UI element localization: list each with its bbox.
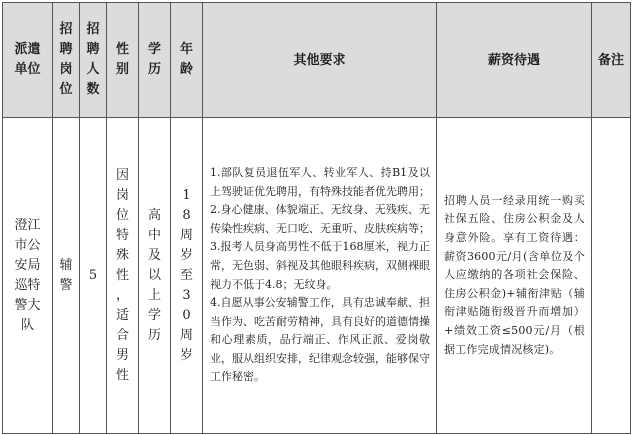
cell-age [171, 118, 203, 434]
header-age-label: 年龄 [179, 42, 193, 77]
unit-value: 澄江市公安局巡特警大队 [14, 217, 41, 333]
position-value: 辅警 [59, 257, 73, 293]
header-unit [3, 3, 53, 118]
cell-gender [107, 118, 139, 434]
gender-value: 因岗位特殊性，适合男性 [115, 167, 129, 383]
header-position [53, 3, 80, 118]
header-age [171, 3, 203, 118]
requirement-item: 1.部队复员退伍军人、转业军人、持B1及以上驾驶证优先聘用，有特殊技能者优先聘用； [210, 165, 430, 198]
cell-position [53, 118, 80, 434]
cell-unit [3, 118, 53, 434]
requirement-item: 3.报考人员身高男性不低于168厘米，视力正常，无色弱、斜视及其他眼科疾病，双侧裸眼视力不低于4.8；无纹身。 [210, 240, 430, 291]
cell-count [80, 118, 107, 434]
header-education-label: 学历 [147, 42, 161, 77]
header-gender-label: 性别 [115, 42, 129, 77]
header-requirements-label: 其他要求 [293, 52, 346, 68]
requirement-item: 4.自愿从事公安辅警工作，具有忠诚奉献、担当作为、吃苦耐劳精神，具有良好的道德情操和心理素质，品行端正、作风正派、爱岗敬业，服从组织安排，纪律观念较强，能够保守工作秘密。 [210, 296, 430, 384]
header-remarks [592, 3, 631, 118]
salary-value: 招聘人员一经录用统一购买社保五险、住房公积金及人身意外险。享有工资待遇：薪资3600元/月(含单位及个人应缴纳的各项社会保险、住房公积金)+辅衔津贴（辅衔津贴随衔级晋升而增加）+绩效工资≤500元/月（根据工作完成情况核定)。 [444, 193, 585, 356]
count-value: 5 [88, 267, 98, 283]
cell-remarks [592, 118, 631, 434]
requirement-item: 2.身心健康、体貌端正、无纹身、无残疾、无传染性疾病、无口吃、无重听、皮肤疾病等； [210, 203, 430, 235]
table-row [3, 118, 631, 434]
table-body [3, 118, 631, 434]
header-salary-label: 薪资待遇 [487, 52, 540, 68]
header-education [139, 3, 171, 118]
header-row [3, 3, 631, 118]
age-value: 18周岁至30周岁 [179, 187, 193, 363]
cell-education [139, 118, 171, 434]
cell-salary [437, 118, 592, 434]
header-count-label: 招聘人数 [86, 22, 100, 97]
header-gender [107, 3, 139, 118]
header-remarks-label: 备注 [597, 52, 624, 68]
education-value: 高中及以上学历 [147, 207, 161, 343]
cell-requirements [203, 118, 437, 434]
header-requirements [203, 3, 437, 118]
header-unit-label: 派遣单位 [14, 42, 41, 77]
header-position-label: 招聘岗位 [59, 22, 73, 97]
recruitment-table [2, 2, 631, 434]
header-salary [437, 3, 592, 118]
header-count [80, 3, 107, 118]
table-header [3, 3, 631, 118]
